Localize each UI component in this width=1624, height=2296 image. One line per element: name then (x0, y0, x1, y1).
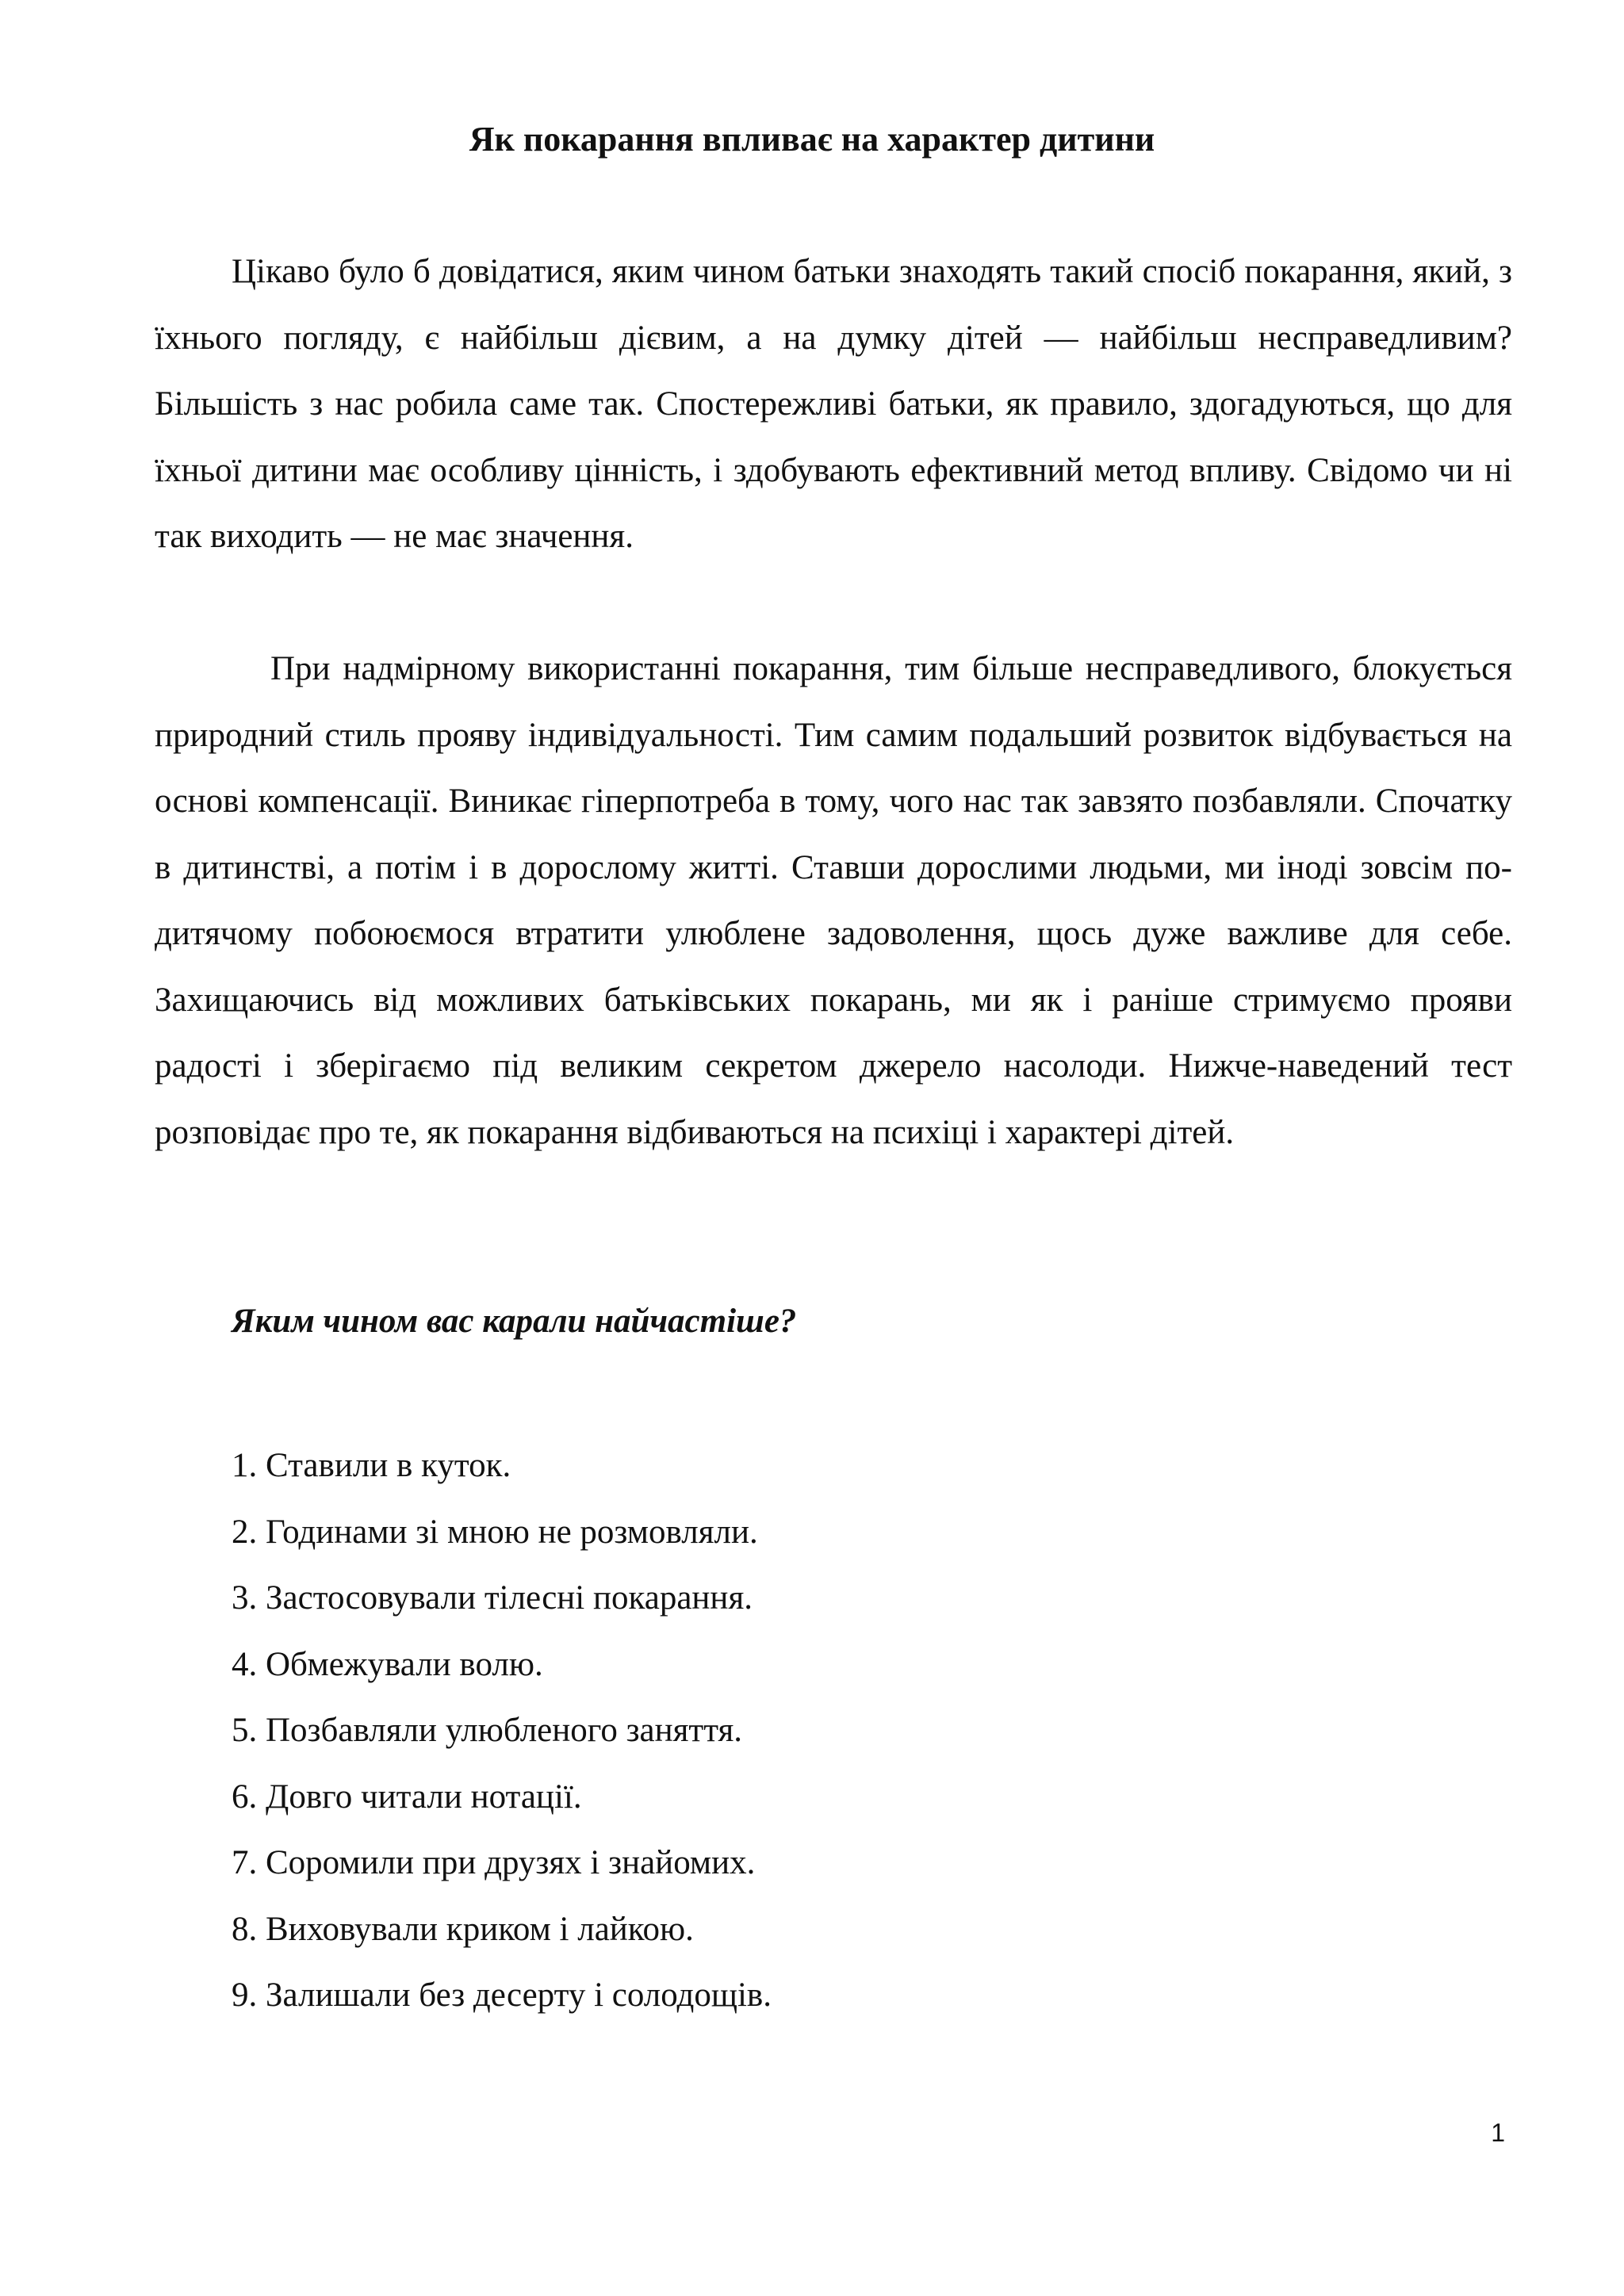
paragraph-1: Цікаво було б довідатися, яким чином батьки знаходять такий спосіб покарання, який, з їхнього погляду, є найбільш дієвим, а на думку дітей — найбільш несправедливим? Більшість з нас робила саме так. Спостережливі батьки, як правило, здогадуються, що для їхньої дитини має особливу цінність, і здобувають ефективний метод впливу. Свідомо чи ні так виходить — не має значення. (155, 253, 1512, 555)
answer-option: 5. Позбавляли улюбленого заняття. (232, 1712, 742, 1749)
answer-option: 9. Залишали без десерту і солодощів. (232, 1976, 772, 2014)
answer-option: 2. Годинами зі мною не розмовляли. (232, 1513, 758, 1551)
page-number: 1 (1491, 2118, 1505, 2147)
answer-option: 1. Ставили в куток. (232, 1447, 511, 1484)
document-title: Як покарання впливає на характер дитини (469, 120, 1155, 159)
answer-option: 8. Виховували криком і лайкою. (232, 1910, 694, 1948)
answer-options-list (232, 1433, 772, 2029)
answer-option: 7. Соромили при друзях і знайомих. (232, 1844, 756, 1881)
answer-option: 4. Обмежували волю. (232, 1645, 543, 1683)
test-question: Яким чином вас карали найчастіше? (232, 1303, 797, 1340)
paragraph-2: При надмірному використанні покарання, тим більше несправедливого, блокується природний стиль прояву індивідуальності. Тим самим подальший розвиток відбувається на основі компенсації. Виникає гіперпотреба в тому, чого нас так завзято позбавляли. Спочатку в дитинстві, а потім і в дорослому житті. Ставши дорослими людьми, ми іноді зовсім по-дитячому побоюємося втратити улюблене задоволення, щось дуже важливе для себе. Захищаючись від можливих батьківських покарань, ми як і раніше стримуємо прояви радості і зберігаємо під великим секретом джерело насолоди. Нижче-наведений тест розповідає про те, як покарання відбиваються на психіці і характері дітей. (155, 650, 1512, 1151)
answer-option: 3. Застосовували тілесні покарання. (232, 1579, 753, 1617)
answer-option: 6. Довго читали нотації. (232, 1777, 582, 1816)
